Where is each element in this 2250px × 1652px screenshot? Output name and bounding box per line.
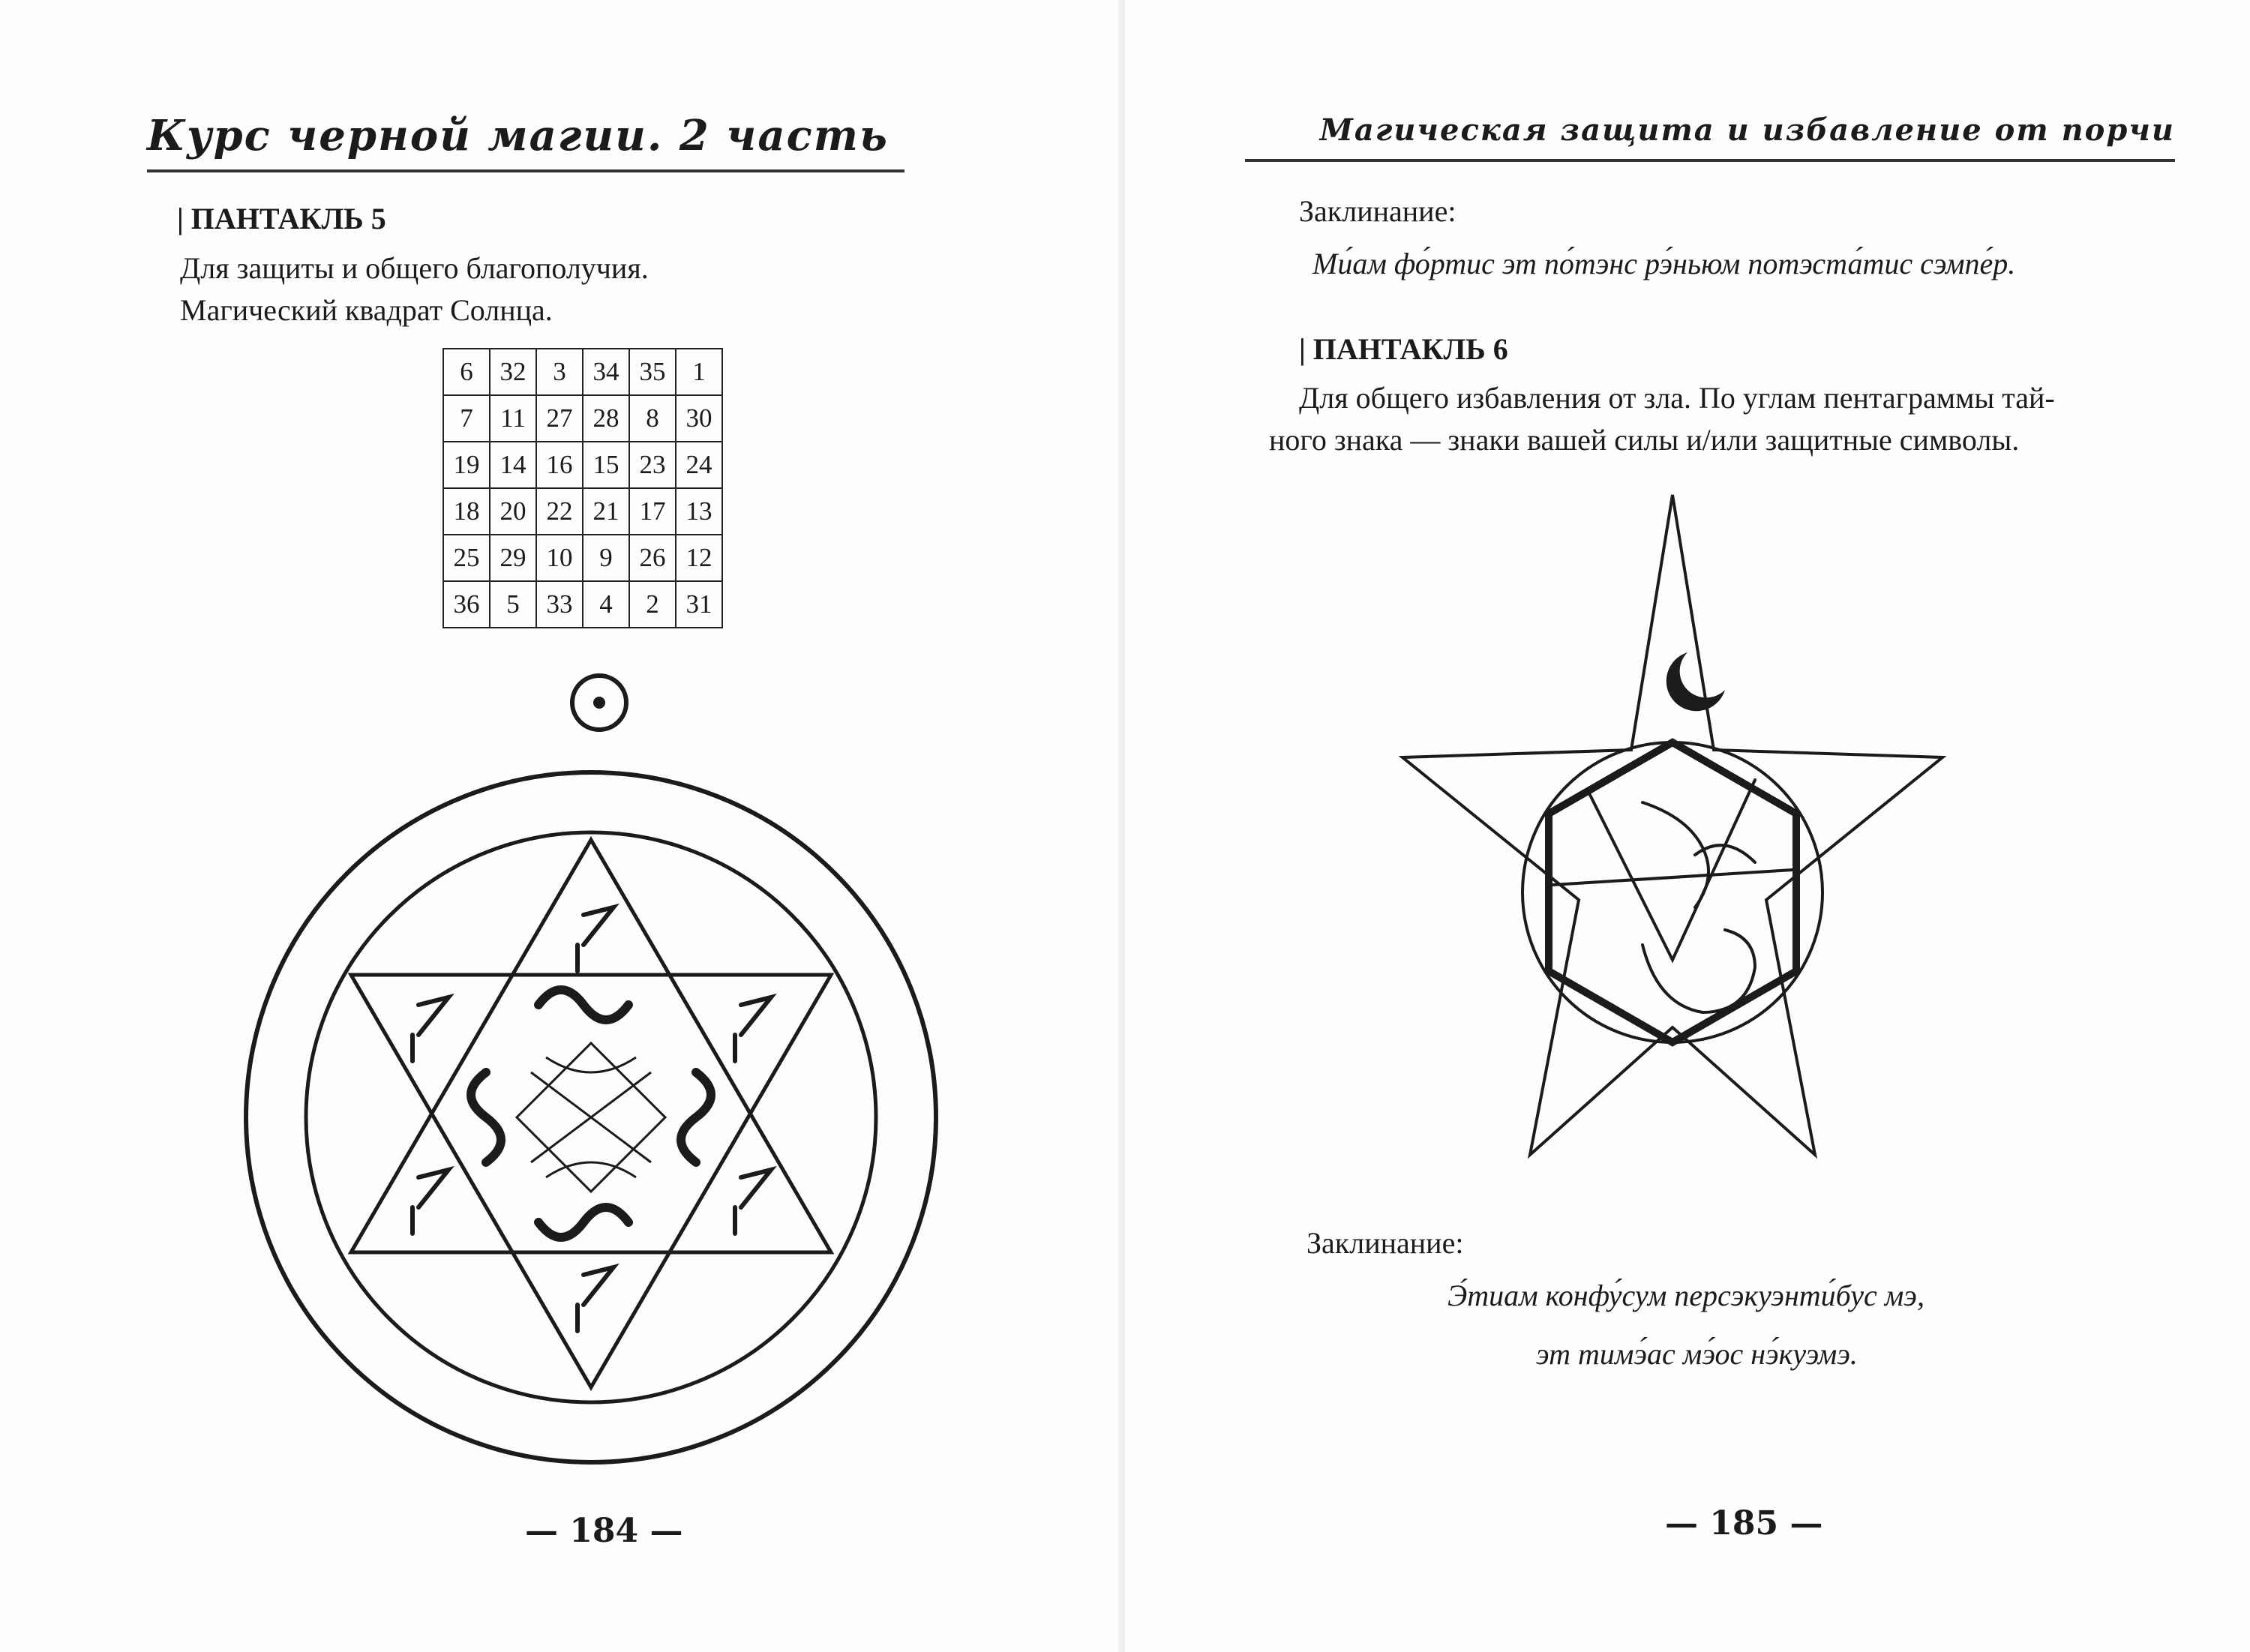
page-number: — 185 — bbox=[1665, 1504, 1823, 1543]
magic-square-cell: 28 bbox=[583, 395, 629, 442]
magic-square-cell: 1 bbox=[676, 349, 722, 395]
magic-square-cell: 19 bbox=[443, 442, 490, 488]
magic-square-cell: 23 bbox=[629, 442, 676, 488]
magic-square-cell: 31 bbox=[676, 581, 722, 628]
magic-square-cell: 7 bbox=[443, 395, 490, 442]
header-rule bbox=[1245, 159, 2175, 162]
magic-square-row bbox=[443, 581, 722, 628]
magic-square-cell: 35 bbox=[629, 349, 676, 395]
incantation-2-line-2: эт тимэ́ас мэ́ос нэ́куэмэ. bbox=[1536, 1337, 1858, 1371]
magic-square-cell: 25 bbox=[443, 535, 490, 581]
magic-square-cell: 29 bbox=[490, 535, 536, 581]
incantation-label-1: Заклинание: bbox=[1299, 194, 1456, 228]
magic-square-cell: 2 bbox=[629, 581, 676, 628]
magic-square-cell: 12 bbox=[676, 535, 722, 581]
page-number: — 184 — bbox=[525, 1512, 683, 1550]
magic-square-cell: 5 bbox=[490, 581, 536, 628]
magic-square-cell: 3 bbox=[536, 349, 583, 395]
magic-square-row bbox=[443, 488, 722, 535]
magic-square-cell: 32 bbox=[490, 349, 536, 395]
magic-square-row bbox=[443, 535, 722, 581]
magic-square-cell: 4 bbox=[583, 581, 629, 628]
magic-square-cell: 24 bbox=[676, 442, 722, 488]
sun-symbol-icon bbox=[567, 670, 632, 735]
magic-square-cell: 13 bbox=[676, 488, 722, 535]
pantacle-6-text-2: ного знака — знаки вашей силы и/или защитные символы. bbox=[1269, 423, 2020, 457]
magic-square-table bbox=[442, 348, 723, 628]
pantacle-5-text-1: Для защиты и общего благополучия. bbox=[180, 251, 649, 285]
magic-square-cell: 9 bbox=[583, 535, 629, 581]
magic-square-cell: 26 bbox=[629, 535, 676, 581]
magic-square-cell: 22 bbox=[536, 488, 583, 535]
magic-square-cell: 34 bbox=[583, 349, 629, 395]
running-head: Курс черной магии. 2 часть bbox=[147, 111, 889, 160]
magic-square-row bbox=[443, 442, 722, 488]
magic-square-cell: 14 bbox=[490, 442, 536, 488]
right-page bbox=[1125, 0, 2250, 1652]
pantacle-6-text-1: Для общего избавления от зла. По углам пентаграммы тай- bbox=[1299, 381, 2055, 415]
magic-square-cell: 10 bbox=[536, 535, 583, 581]
magic-square-cell: 16 bbox=[536, 442, 583, 488]
pantacle-5-heading: | ПАНТАКЛЬ 5 bbox=[177, 202, 386, 235]
magic-square-cell: 18 bbox=[443, 488, 490, 535]
pantacle-6-heading: | ПАНТАКЛЬ 6 bbox=[1299, 332, 1508, 366]
magic-square-cell: 15 bbox=[583, 442, 629, 488]
magic-square-cell: 6 bbox=[443, 349, 490, 395]
pantacle-5-text-2: Магический квадрат Солнца. bbox=[180, 293, 553, 327]
incantation-1: Ми́ам фо́ртис эт по́тэнс рэ́ньюм потэста́тис сэмпе́р. bbox=[1312, 247, 2016, 280]
header-rule bbox=[147, 169, 904, 172]
magic-square-cell: 30 bbox=[676, 395, 722, 442]
magic-square-cell: 11 bbox=[490, 395, 536, 442]
magic-square-cell: 20 bbox=[490, 488, 536, 535]
pantacle-6-star bbox=[1342, 480, 2032, 1185]
magic-square-cell: 33 bbox=[536, 581, 583, 628]
magic-square-cell: 27 bbox=[536, 395, 583, 442]
magic-square-row bbox=[443, 395, 722, 442]
running-head: Магическая защита и избавление от порчи bbox=[1319, 112, 2175, 148]
incantation-label-2: Заклинание: bbox=[1306, 1226, 1464, 1260]
pantacle-5-seal bbox=[231, 757, 951, 1477]
magic-square-cell: 36 bbox=[443, 581, 490, 628]
incantation-2-line-1: Э́тиам конфу́сум персэкуэнти́бус мэ, bbox=[1448, 1279, 1924, 1312]
magic-square-row bbox=[443, 349, 722, 395]
magic-square-cell: 8 bbox=[629, 395, 676, 442]
magic-square-cell: 21 bbox=[583, 488, 629, 535]
magic-square-cell: 17 bbox=[629, 488, 676, 535]
